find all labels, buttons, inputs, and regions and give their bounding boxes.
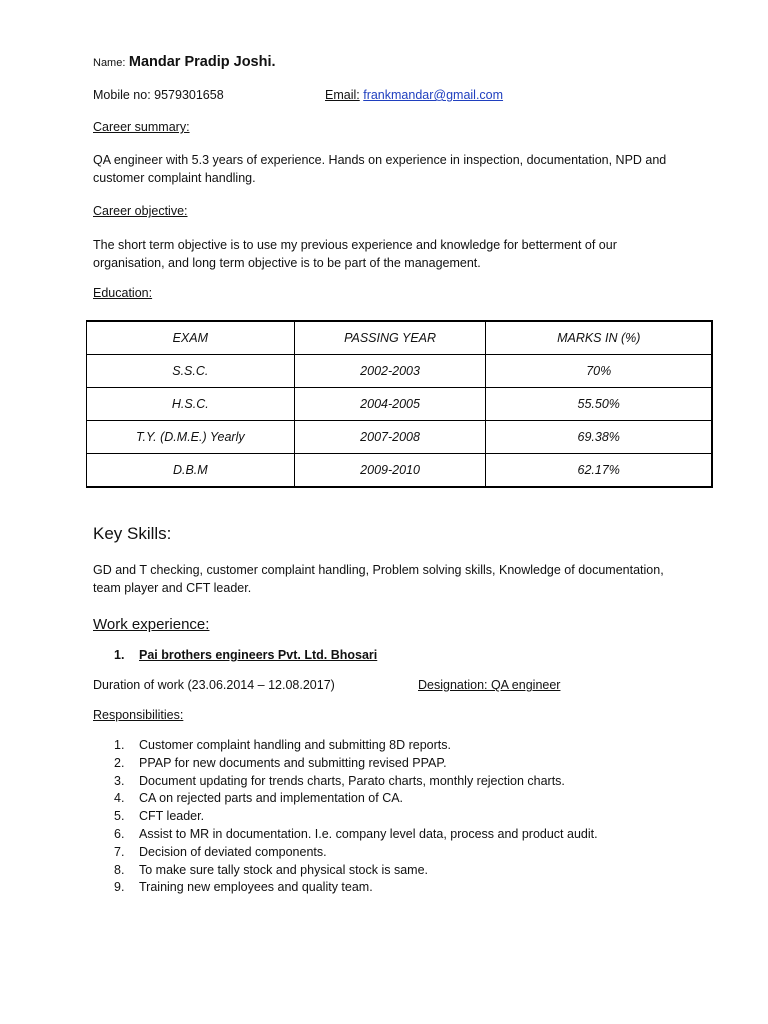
career-summary-text: QA engineer with 5.3 years of experience. Hands on experience in inspection, documentation, NPD and customer complaint handling. bbox=[93, 153, 667, 185]
designation: Designation: QA engineer bbox=[418, 678, 561, 692]
table-cell: H.S.C. bbox=[87, 388, 295, 421]
list-text: Document updating for trends charts, Parato charts, monthly rejection charts. bbox=[139, 773, 565, 788]
table-row bbox=[87, 388, 713, 421]
table-cell: 70% bbox=[486, 355, 712, 388]
list-number: 1. bbox=[114, 738, 125, 752]
education-table bbox=[86, 320, 713, 488]
table-cell: T.Y. (D.M.E.) Yearly bbox=[87, 421, 295, 454]
key-skills-text: GD and T checking, customer complaint handling, Problem solving skills, Knowledge of documentation, team player and CFT leader. bbox=[93, 563, 664, 595]
career-objective-text: The short term objective is to use my previous experience and knowledge for betterment of our organisation, and long term objective is to be part of the management. bbox=[93, 238, 617, 270]
list-item bbox=[93, 808, 598, 826]
name-value: Mandar Pradip Joshi. bbox=[128, 54, 276, 70]
table-row bbox=[87, 454, 713, 488]
list-item bbox=[93, 755, 598, 773]
list-text: To make sure tally stock and physical stock is same. bbox=[139, 862, 429, 877]
table-cell: D.B.M bbox=[87, 454, 295, 488]
list-number: 7. bbox=[114, 844, 125, 859]
list-item bbox=[93, 737, 598, 755]
mobile-line: Mobile no: 9579301658 bbox=[93, 88, 224, 102]
education-heading: Education: bbox=[93, 286, 153, 300]
table-cell: 2004-2005 bbox=[294, 388, 486, 421]
list-number: 9. bbox=[114, 880, 125, 895]
list-text: Customer complaint handling and submitting 8D reports. bbox=[139, 738, 451, 752]
table-cell: 2007-2008 bbox=[294, 421, 486, 454]
key-skills-heading: Key Skills: bbox=[93, 524, 172, 543]
table-header-row bbox=[87, 321, 713, 355]
list-text: Training new employees and quality team. bbox=[139, 880, 373, 895]
responsibilities-list bbox=[93, 737, 598, 897]
career-summary-heading: Career summary: bbox=[93, 120, 190, 134]
column-header: PASSING YEAR bbox=[294, 321, 486, 355]
responsibilities-heading: Responsibilities: bbox=[93, 708, 184, 722]
career-objective-heading: Career objective: bbox=[93, 204, 188, 218]
list-number: 3. bbox=[114, 773, 125, 788]
list-number: 2. bbox=[114, 755, 125, 770]
company-name: Pai brothers engineers Pvt. Ltd. Bhosari bbox=[139, 648, 378, 662]
list-text: Decision of deviated components. bbox=[139, 844, 327, 859]
list-text: Assist to MR in documentation. I.e. company level data, process and product audit. bbox=[139, 826, 598, 841]
column-header: MARKS IN (%) bbox=[486, 321, 712, 355]
work-duration: Duration of work (23.06.2014 – 12.08.2017) bbox=[93, 678, 335, 692]
list-text: CA on rejected parts and implementation of CA. bbox=[139, 791, 404, 806]
name-line bbox=[93, 54, 276, 70]
table-cell: 55.50% bbox=[486, 388, 712, 421]
table-cell: 2009-2010 bbox=[294, 454, 486, 488]
list-item bbox=[93, 879, 598, 897]
list-item bbox=[93, 844, 598, 862]
list-item bbox=[93, 773, 598, 791]
email-label: Email: bbox=[325, 88, 360, 102]
list-text: PPAP for new documents and submitting revised PPAP. bbox=[139, 755, 447, 770]
table-cell: 62.17% bbox=[486, 454, 712, 488]
list-item bbox=[93, 826, 598, 844]
name-label: Name: bbox=[93, 57, 126, 69]
list-number: 4. bbox=[114, 791, 125, 806]
list-text: CFT leader. bbox=[139, 809, 205, 824]
table-cell: S.S.C. bbox=[87, 355, 295, 388]
table-cell: 2002-2003 bbox=[294, 355, 486, 388]
column-header: EXAM bbox=[87, 321, 295, 355]
email-line bbox=[325, 88, 503, 102]
list-item bbox=[93, 790, 598, 808]
work-experience-heading: Work experience: bbox=[93, 616, 210, 633]
table-row bbox=[87, 355, 713, 388]
list-number: 8. bbox=[114, 862, 125, 877]
company-number: 1. bbox=[114, 648, 125, 662]
list-number: 6. bbox=[114, 826, 125, 841]
list-item bbox=[93, 862, 598, 880]
email-link[interactable]: frankmandar@gmail.com bbox=[363, 88, 504, 102]
table-cell: 69.38% bbox=[486, 421, 712, 454]
table-row bbox=[87, 421, 713, 454]
list-number: 5. bbox=[114, 809, 125, 824]
